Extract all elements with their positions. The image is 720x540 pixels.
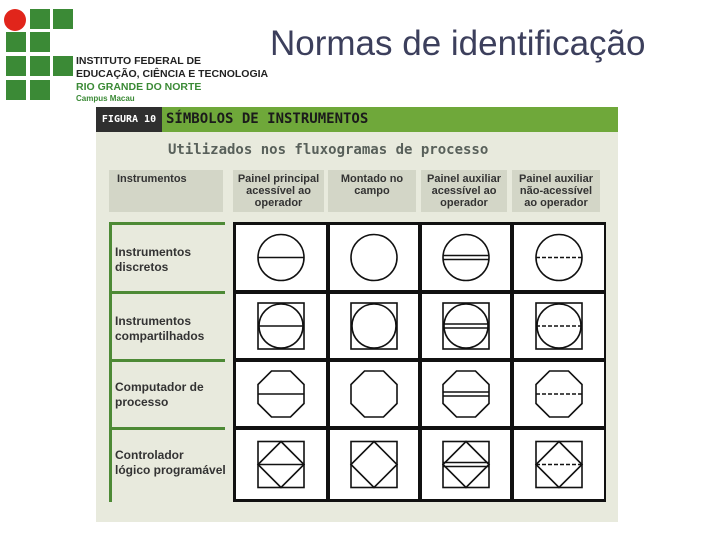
row-bracket bbox=[109, 291, 112, 361]
circle-in-square-symbol-icon bbox=[236, 294, 326, 358]
symbol-cell bbox=[330, 430, 418, 499]
row-label-line: processo bbox=[115, 395, 169, 409]
circle-symbol-icon bbox=[422, 225, 510, 290]
header-col-2-line: Montado no bbox=[340, 173, 404, 185]
header-col-3-line: Painel auxiliar bbox=[427, 173, 501, 185]
symbol-cell bbox=[422, 430, 510, 499]
logo-mark-icon bbox=[0, 0, 76, 106]
symbol-cell bbox=[514, 362, 604, 426]
row-label-line: Instrumentos bbox=[115, 245, 192, 259]
header-col-1 bbox=[233, 170, 324, 212]
row-bracket bbox=[109, 427, 112, 502]
octagon-symbol-icon bbox=[514, 362, 604, 426]
octagon-symbol-icon bbox=[330, 362, 418, 426]
institute-logo bbox=[0, 0, 269, 110]
diamond-in-square-symbol-icon bbox=[330, 430, 418, 499]
symbol-cell bbox=[236, 294, 326, 358]
header-col-3-line: acessível ao bbox=[431, 185, 497, 197]
header-col-4 bbox=[512, 170, 600, 212]
symbol-cell bbox=[330, 294, 418, 358]
header-col-2-line: campo bbox=[354, 185, 390, 197]
row-label-line: Computador de bbox=[115, 380, 204, 394]
symbol-cell bbox=[330, 362, 418, 426]
figure-header-bar bbox=[96, 107, 618, 132]
symbol-cell bbox=[422, 225, 510, 290]
header-col-4-line: não-acessível bbox=[519, 185, 593, 197]
row-label-clp bbox=[115, 448, 227, 478]
row-separator bbox=[109, 427, 225, 430]
row-separator bbox=[109, 291, 225, 294]
symbol-cell bbox=[514, 430, 604, 499]
figure-title: SÍMBOLOS DE INSTRUMENTOS bbox=[166, 111, 369, 127]
diamond-in-square-symbol-icon bbox=[236, 430, 326, 499]
header-instrumentos: Instrumentos bbox=[109, 170, 223, 212]
symbol-cell bbox=[236, 225, 326, 290]
octagon-symbol-icon bbox=[236, 362, 326, 426]
circle-symbol-icon bbox=[514, 225, 604, 290]
header-col-3 bbox=[421, 170, 507, 212]
symbol-cell bbox=[236, 430, 326, 499]
header-col-1-line: acessível ao bbox=[246, 185, 311, 197]
row-bracket bbox=[109, 222, 112, 292]
symbol-cell bbox=[236, 362, 326, 426]
figure-subtitle: Utilizados nos fluxogramas de processo bbox=[168, 142, 489, 158]
row-label-line: compartilhados bbox=[115, 329, 205, 343]
row-separator bbox=[109, 359, 225, 362]
symbol-cell bbox=[422, 362, 510, 426]
header-col-1-line: operador bbox=[254, 197, 303, 209]
row-label-discretos bbox=[115, 245, 227, 275]
circle-in-square-symbol-icon bbox=[422, 294, 510, 358]
instrument-symbols-figure bbox=[96, 107, 618, 522]
row-label-line: Controlador bbox=[115, 448, 184, 462]
octagon-symbol-icon bbox=[422, 362, 510, 426]
symbol-cell bbox=[514, 294, 604, 358]
symbol-cell bbox=[422, 294, 510, 358]
logo-line-2: EDUCAÇÃO, CIÊNCIA E TECNOLOGIA bbox=[76, 68, 269, 80]
row-label-line: Instrumentos bbox=[115, 314, 192, 328]
symbol-cell bbox=[330, 225, 418, 290]
circle-symbol-icon bbox=[236, 225, 326, 290]
symbol-grid bbox=[233, 222, 606, 502]
header-col-4-line: Painel auxiliar bbox=[519, 173, 593, 185]
circle-in-square-symbol-icon bbox=[330, 294, 418, 358]
header-col-1-line: Painel principal bbox=[237, 173, 320, 185]
header-col-3-line: operador bbox=[440, 197, 488, 209]
diamond-in-square-symbol-icon bbox=[514, 430, 604, 499]
logo-line-3: RIO GRANDE DO NORTE bbox=[76, 81, 202, 93]
row-separator bbox=[109, 222, 225, 225]
symbol-cell bbox=[514, 225, 604, 290]
diamond-in-square-symbol-icon bbox=[422, 430, 510, 499]
figure-number: FIGURA 10 bbox=[96, 107, 162, 132]
circle-symbol-icon bbox=[330, 225, 418, 290]
slide-title: Normas de identificação bbox=[270, 24, 646, 63]
row-label-computador bbox=[115, 380, 227, 410]
header-col-4-line: ao operador bbox=[524, 197, 588, 209]
logo-line-1: INSTITUTO FEDERAL DE bbox=[76, 55, 202, 67]
logo-line-4: Campus Macau bbox=[76, 94, 135, 103]
row-label-compartilhados bbox=[115, 314, 227, 344]
row-label-line: lógico programável bbox=[115, 463, 226, 477]
header-col-2 bbox=[328, 170, 416, 212]
row-label-line: discretos bbox=[115, 260, 169, 274]
circle-in-square-symbol-icon bbox=[514, 294, 604, 358]
row-bracket bbox=[109, 359, 112, 429]
